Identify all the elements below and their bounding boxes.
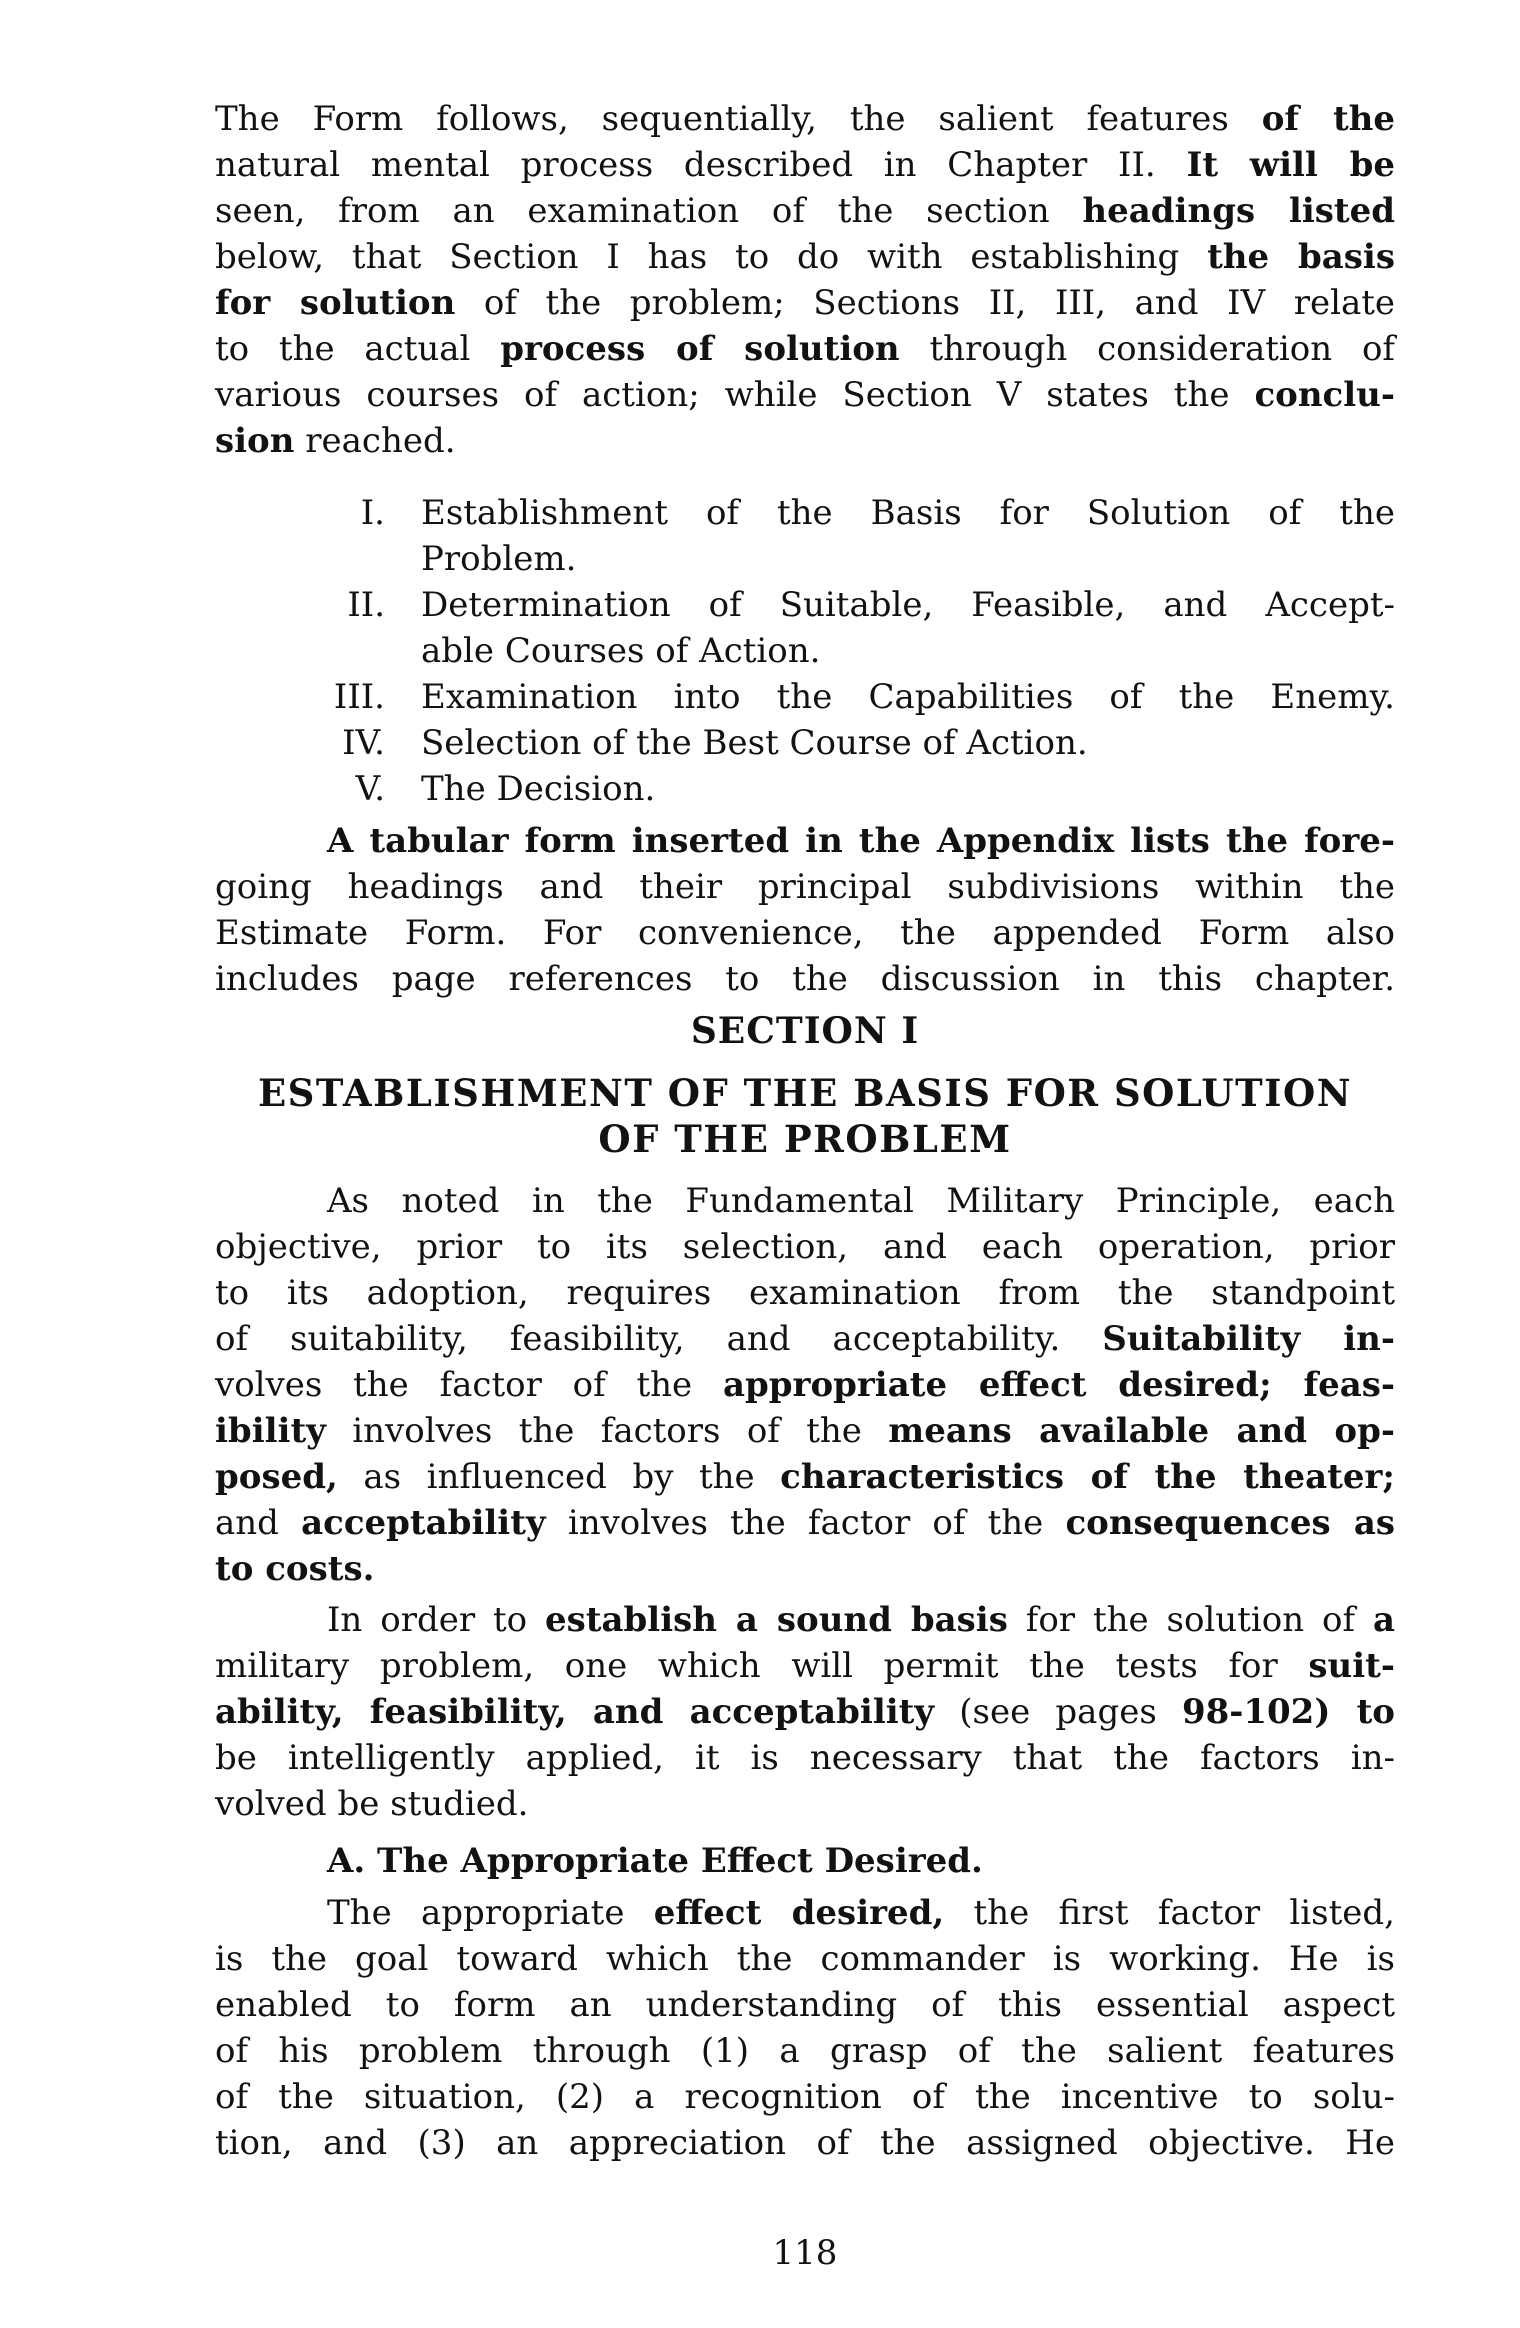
heading-line: SECTION I [690, 1010, 920, 1052]
text-run-bold: appropriate effect desired; feas- [722, 1365, 1395, 1405]
text-run-bold: establish a sound basis [545, 1600, 1008, 1640]
text-line [215, 2028, 1395, 2074]
text-run: As noted in the Fundamental Military Principle, each [327, 1181, 1395, 1221]
text-run: The appropriate [327, 1893, 654, 1933]
list-item-text [421, 674, 1395, 720]
text-run: Examination into the Capabilities of the Enemy. [421, 677, 1395, 717]
text-line [421, 720, 1395, 766]
text-run: going headings and their principal subdivisions within the [215, 867, 1395, 907]
text-run-bold: sion [215, 421, 295, 461]
text-run-bold: to costs. [215, 1549, 375, 1589]
text-run-bold: characteristics of the theater; [780, 1457, 1395, 1497]
text-line [215, 280, 1395, 326]
text-line [215, 1936, 1395, 1982]
text-line [215, 1546, 1395, 1592]
text-line [215, 910, 1395, 956]
text-run: of the situation, (2) a recognition of the incentive to solu- [215, 2077, 1395, 2117]
text-run: volves the factor of the [215, 1365, 723, 1405]
paragraph-appropriate-effect [215, 1890, 1395, 2166]
text-line [327, 1838, 1395, 1884]
text-run-bold: It will be [1186, 145, 1395, 185]
list-item [215, 766, 1395, 812]
text-run: various courses of action; while Section V states the [215, 375, 1255, 415]
text-run-bold: conclu- [1254, 375, 1395, 415]
list-item-text [421, 720, 1395, 766]
list-numeral: V. [355, 769, 385, 809]
text-line [421, 490, 1395, 536]
text-line [215, 1408, 1395, 1454]
text-line [215, 1316, 1395, 1362]
text-run-bold: consequences as [1065, 1503, 1395, 1543]
list-item-text [421, 766, 1395, 812]
list-numeral: IV. [342, 723, 385, 763]
page-text [215, 96, 1395, 2166]
list-numeral: III. [333, 677, 385, 717]
text-line [215, 1270, 1395, 1316]
list-item-text [421, 490, 1395, 582]
text-run: Establishment of the Basis for Solution of the [421, 493, 1395, 533]
text-line [215, 1982, 1395, 2028]
text-run-bold: effect desired, [653, 1893, 945, 1933]
text-line [215, 2074, 1395, 2120]
text-line [215, 372, 1395, 418]
text-run: volved be studied. [215, 1784, 529, 1824]
text-run: the first factor listed, [944, 1893, 1395, 1933]
list-item [215, 674, 1395, 720]
text-run-bold: A. The Appropriate Effect Desired. [327, 1841, 983, 1881]
subsection-heading [215, 1838, 1395, 1884]
text-line [215, 1781, 1395, 1827]
text-line [215, 864, 1395, 910]
text-line [215, 234, 1395, 280]
text-run: be intelligently applied, it is necessary that the factors in- [215, 1738, 1395, 1778]
text-line [215, 418, 1395, 464]
text-run: of the problem; Sections II, III, and IV relate [455, 283, 1396, 323]
text-line [421, 766, 1395, 812]
text-run: able Courses of Action. [421, 631, 821, 671]
paragraph-as-noted [215, 1178, 1395, 1592]
text-run-bold: process of solution [500, 329, 900, 369]
text-run: of suitability, feasibility, and acceptability. [215, 1319, 1103, 1359]
text-line [215, 188, 1395, 234]
text-line [215, 1178, 1395, 1224]
section-title [215, 1070, 1395, 1162]
page-number: 118 [772, 2233, 838, 2273]
list-item [215, 490, 1395, 582]
text-line [421, 582, 1395, 628]
text-run: for the solution of [1007, 1600, 1373, 1640]
text-run-bold: a [1372, 1600, 1395, 1640]
text-run: as influenced by the [337, 1457, 781, 1497]
text-run: seen, from an examination of the section [215, 191, 1083, 231]
text-run-bold: posed, [215, 1457, 338, 1497]
text-run: reached. [294, 421, 456, 461]
text-run: below, that Section I has to do with establishing [215, 237, 1208, 277]
text-run-bold: ibility [215, 1411, 326, 1451]
text-run: involves the factor of the [545, 1503, 1066, 1543]
text-run-bold: of the [1261, 99, 1395, 139]
text-line [215, 142, 1395, 188]
text-run: to its adoption, requires examination from the standpoint [215, 1273, 1395, 1313]
text-line [215, 1224, 1395, 1270]
text-line [215, 96, 1395, 142]
text-run: Estimate Form. For convenience, the appended Form also [215, 913, 1395, 953]
text-run: enabled to form an understanding of this essential aspect [215, 1985, 1395, 2025]
text-run: of his problem through (1) a grasp of the salient features [215, 2031, 1395, 2071]
list-item [215, 582, 1395, 674]
text-run: objective, prior to its selection, and each operation, prior [215, 1227, 1395, 1267]
text-line [215, 1689, 1395, 1735]
text-line [215, 1362, 1395, 1408]
paragraph-in-order [215, 1597, 1395, 1827]
section-outline-list [215, 490, 1395, 812]
text-line [421, 628, 1395, 674]
text-line [215, 1500, 1395, 1546]
text-run: The Form follows, sequentially, the salient features [215, 99, 1262, 139]
text-run: In order to [327, 1600, 546, 1640]
text-line [215, 1890, 1395, 1936]
heading-line: OF THE PROBLEM [598, 1117, 1012, 1161]
text-run: and [215, 1503, 302, 1543]
text-run-bold: A tabular form inserted in the Appendix lists the fore- [327, 821, 1395, 861]
text-run: tion, and (3) an appreciation of the assigned objective. He [215, 2123, 1395, 2163]
list-numeral: I. [360, 493, 385, 533]
text-run-bold: 98-102) to [1181, 1692, 1395, 1732]
text-run: through consideration of [899, 329, 1395, 369]
text-line [215, 1454, 1395, 1500]
text-run-bold: acceptability [301, 1503, 546, 1543]
list-numeral: II. [347, 585, 385, 625]
text-run-bold: Suitability in- [1102, 1319, 1395, 1359]
text-line [215, 956, 1395, 1002]
text-run: Selection of the Best Course of Action. [421, 723, 1088, 763]
text-line [215, 1735, 1395, 1781]
text-run: is the goal toward which the commander is working. He is [215, 1939, 1395, 1979]
list-item-text [421, 582, 1395, 674]
text-run: includes page references to the discussion in this chapter. [215, 959, 1395, 999]
text-run: Problem. [421, 539, 577, 579]
paragraph-intro [215, 96, 1395, 464]
text-run-bold: for solution [215, 283, 456, 323]
text-line [421, 674, 1395, 720]
text-line [215, 326, 1395, 372]
text-line [215, 1643, 1395, 1689]
text-run: The Decision. [421, 769, 656, 809]
section-label [215, 1008, 1395, 1054]
text-run: Determination of Suitable, Feasible, and Accept- [421, 585, 1395, 625]
text-run: military problem, one which will permit the tests for [215, 1646, 1309, 1686]
text-run: (see pages [934, 1692, 1182, 1732]
text-line [215, 2120, 1395, 2166]
text-line [215, 1597, 1395, 1643]
page-content [215, 96, 1395, 2276]
text-run-bold: the basis [1207, 237, 1395, 277]
text-run-bold: means available and op- [888, 1411, 1395, 1451]
heading-line: ESTABLISHMENT OF THE BASIS FOR SOLUTION [257, 1071, 1353, 1115]
text-run: to the actual [215, 329, 501, 369]
list-item [215, 720, 1395, 766]
text-run-bold: headings listed [1082, 191, 1395, 231]
text-run-bold: ability, feasibility, and acceptability [215, 1692, 935, 1732]
text-run: natural mental process described in Chapter II. [215, 145, 1187, 185]
text-line [215, 818, 1395, 864]
paragraph-tabular-form [215, 818, 1395, 1002]
text-run: involves the factors of the [325, 1411, 889, 1451]
text-run-bold: suit- [1308, 1646, 1395, 1686]
text-line [421, 536, 1395, 582]
